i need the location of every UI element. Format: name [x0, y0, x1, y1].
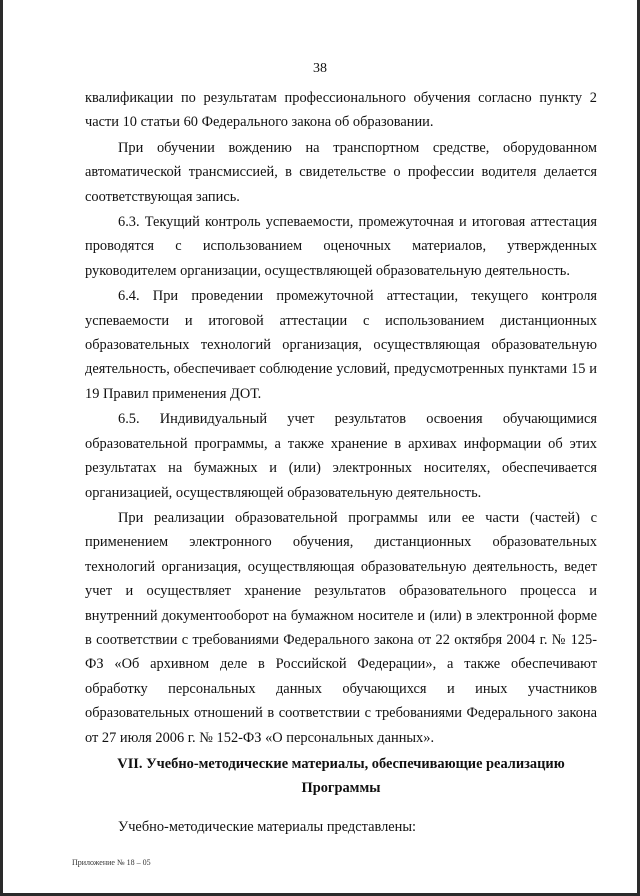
page-number: 38 — [313, 61, 327, 76]
paragraph-6-3: 6.3. Текущий контроль успеваемости, промежуточная и итоговая аттестация проводятся с использованием оценочных материалов, утвержденных руководителем организации, осуществляющей образовательную деятельность. — [85, 214, 597, 279]
paragraph-electronic-learning: При реализации образовательной программы или ее части (частей) с применением электронного обучения, дистанционных образовательных технологий организация, осуществляющая образовательную деятельность, ведет учет и осуществляет хранение результатов образовательного процесса и внутренний документооборот на бумажном носителе и (или) в электронной форме в соответствии с требованиями Федерального закона от 22 октября 2004 г. № 125-ФЗ «Об архивном деле в Российской Федерации», а также обеспечивают обработку персональных данных обучающихся и иных участников образовательных отношений в соответствии с требованиями Федерального закона от 27 июля 2006 г. № 152-ФЗ «О персональных данных». — [85, 509, 597, 746]
section-heading: VII. Учебно-методические материалы, обеспечивающие реализацию Программы — [117, 755, 565, 797]
paragraph-6-4: 6.4. При проведении промежуточной аттестации, текущего контроля успеваемости и итоговой аттестации с использованием дистанционных образовательных технологий организация, осуществляющая образовательную деятельность, обеспечивает соблюдение условий, предусмотренных пунктами 15 и 19 Правил применения ДОТ. — [85, 288, 597, 402]
document-body — [85, 86, 597, 839]
scan-edge-left — [0, 0, 3, 896]
paragraph-materials: Учебно-методические материалы представлены: — [118, 818, 417, 835]
page-footer: Приложение № 18 – 05 — [72, 858, 151, 867]
paragraph-6-5: 6.5. Индивидуальный учет результатов освоения обучающимися образовательной программы, а также хранение в архивах информации об этих результатах на бумажных и (или) электронных носителях, обеспечивается организацией, осуществляющей образовательную деятельность. — [85, 411, 597, 501]
paragraph-continuation: квалификации по результатам профессионального обучения согласно пункту 2 части 10 статьи 60 Федерального закона об образовании. — [85, 90, 597, 131]
paragraph-transmission: При обучении вождению на транспортном средстве, оборудованном автоматической трансмиссией, в свидетельстве о профессии водителя делается соответствующая запись. — [85, 139, 597, 205]
